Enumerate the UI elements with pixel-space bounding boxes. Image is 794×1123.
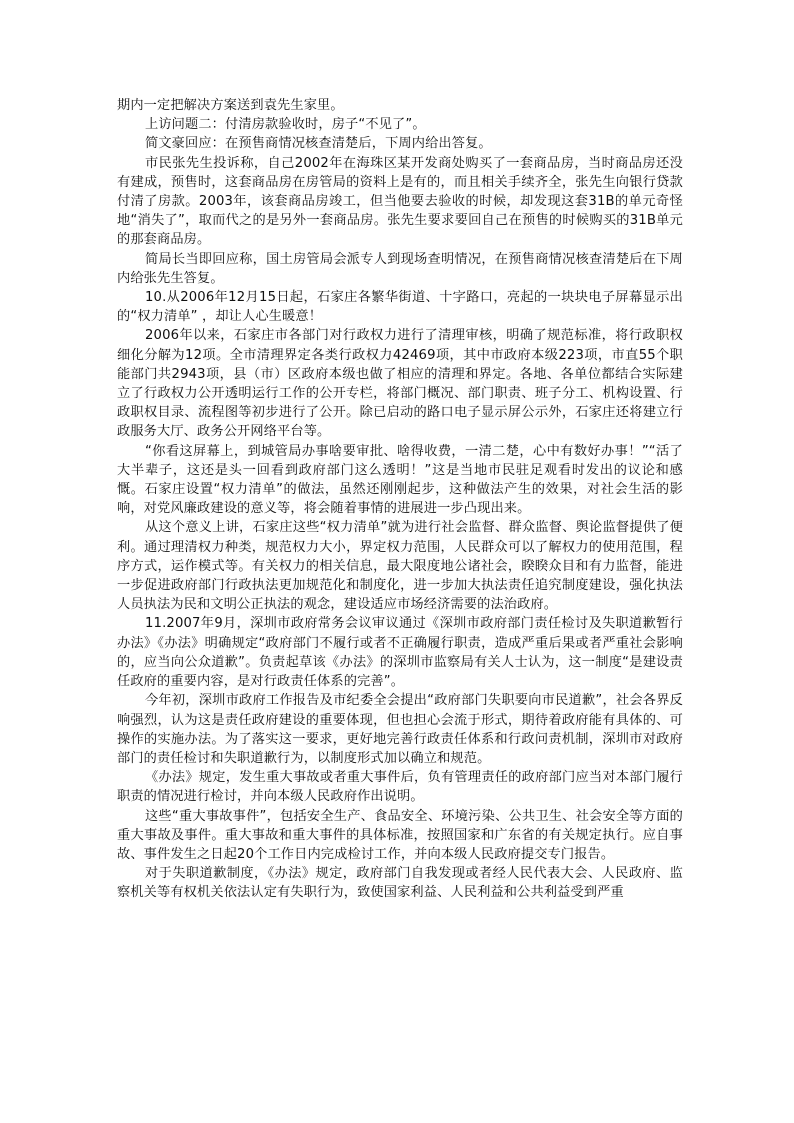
paragraph: 从这个意义上讲，石家庄这些“权力清单”就为进行社会监督、群众监督、舆论监督提供了便利。通过理清权力种类，规范权力大小，界定权力范围，人民群众可以了解权力的使用范围，程序方式，运作模式等。有关权力的相关信息，最大限度地公诸社会，睽睽众目和有力监督，能进一步促进政府部门行政执法更加规范化和制度化，进一步加大执法责任追究制度建设，强化执法人员执法为民和文明公正执法的观念，建设适应市场经济需要的法治政府。 (117, 520, 683, 613)
document-page (117, 96, 683, 903)
paragraph: 简文豪回应：在预售商情况核查清楚后，下周内给出答复。 (145, 136, 492, 152)
paragraph: 对于失职道歉制度，《办法》规定，政府部门自我发现或者经人民代表大会、人民政府、监察机关等有权机关依法认定有失职行为，致使国家利益、人民利益和公共利益受到严重 (117, 866, 683, 901)
paragraph: 2006年以来，石家庄市各部门对行政权力进行了清理审核，明确了规范标准，将行政职权细化分解为12项。全市清理界定各类行政权力42469项，其中市政府本级223项，市直55个职能部门共2943项，县（市）区政府本级也做了相应的清理和界定。各地、各单位都结合实际建立了行政权力公开透明运行工作的公开专栏，将部门概况、部门职责、班子分工、机构设置、行政职权目录、流程图等初步进行了公开。除已启动的路口电子显示屏公示外，石家庄还将建立行政服务大厅、政务公开网络平台等。 (117, 328, 683, 440)
paragraph: “你看这屏幕上，到城管局办事啥要审批、啥得收费，一清二楚，心中有数好办事！”“活了大半辈子，这还是头一回看到政府部门这么透明！”这是当地市民驻足观看时发出的议论和感慨。石家庄设置“权力清单”的做法，虽然还刚刚起步，这种做法产生的效果，对社会生活的影响，对党风廉政建设的意义等，将会随着事情的进展进一步凸现出来。 (117, 443, 683, 517)
paragraph: 这些“重大事故事件”，包括安全生产、食品安全、环境污染、公共卫生、社会安全等方面的重大事故及事件。重大事故和重大事件的具体标准，按照国家和广东省的有关规定执行。应自事故、事件发生之日起20个工作日内完成检讨工作，并向本级人民政府提交专门报告。 (117, 808, 683, 862)
paragraph: 10.从2006年12月15日起，石家庄各繁华街道、十字路口，亮起的一块块电子屏幕显示出的“权力清单” ，却让人心生暖意！ (117, 290, 683, 325)
paragraph: 今年初，深圳市政府工作报告及市纪委全会提出“政府部门失职要向市民道歉”，社会各界反响强烈，认为这是责任政府建设的重要体现，但也担心会流于形式，期待着政府能有具体的、可操作的实施办法。为了落实这一要求，更好地完善行政责任体系和行政问责机制，深圳市对政府部门的责任检讨和失职道歉行为，以制度形式加以确立和规范。 (117, 693, 683, 766)
paragraph: 11.2007年9月，深圳市政府常务会议审议通过《深圳市政府部门责任检讨及失职道歉暂行办法》《办法》明确规定“政府部门不履行或者不正确履行职责，造成严重后果或者严重社会影响的，应当向公众道歉”。负责起草该《办法》的深圳市监察局有关人士认为，这一制度“是建设责任政府的重要内容，是对行政责任体系的完善”。 (117, 616, 683, 690)
paragraph: 《办法》规定，发生重大事故或者重大事件后，负有管理责任的政府部门应当对本部门履行职责的情况进行检讨，并向本级人民政府作出说明。 (117, 770, 683, 805)
paragraph: 上访问题二：付清房款验收时，房子“不见了”。 (145, 117, 426, 133)
paragraph: 期内一定把解决方案送到袁先生家里。 (117, 98, 344, 113)
paragraph: 市民张先生投诉称，自己2002年在海珠区某开发商处购买了一套商品房，当时商品房还没有建成，预售时，这套商品房在房管局的资料上是有的，而且相关手续齐全，张先生向银行贷款付清了房款。2003年，该套商品房竣工，但当他要去验收的时候，却发现这套31B的单元奇怪地“消失了”，取而代之的是另外一套商品房。张先生要求要回自己在预售的时候购买的31B单元的那套商品房。 (117, 155, 683, 248)
paragraph: 简局长当即回应称，国土房管局会派专人到现场查明情况，在预售商情况核查清楚后在下周内给张先生答复。 (117, 251, 683, 286)
